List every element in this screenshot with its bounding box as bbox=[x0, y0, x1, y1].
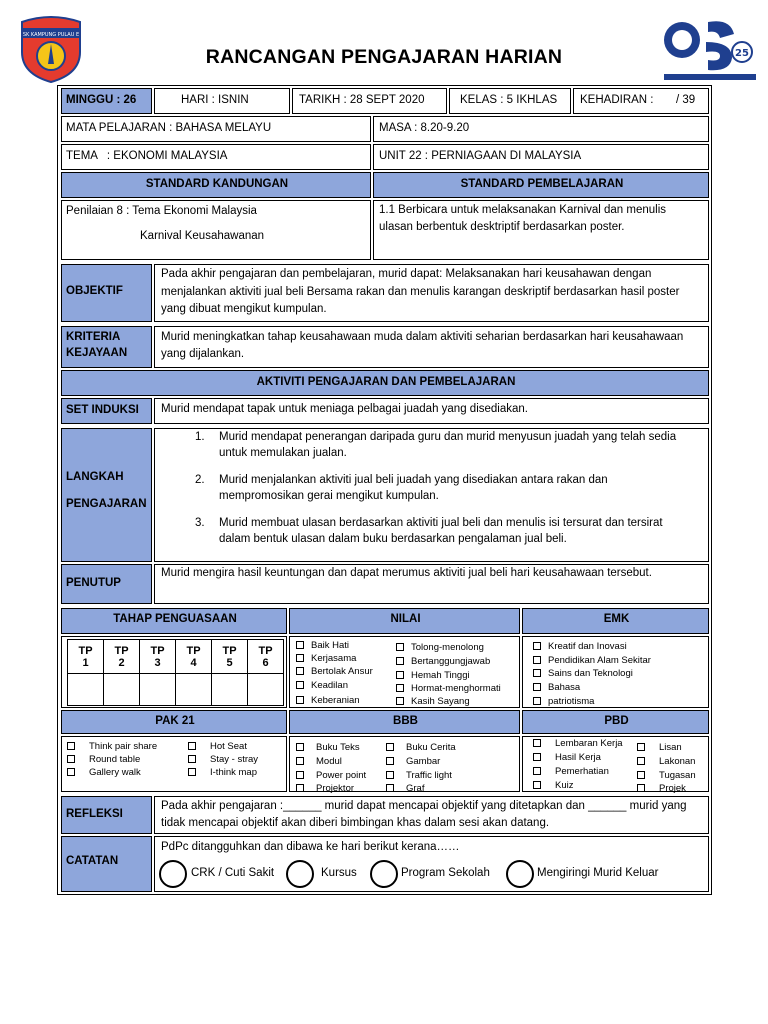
bbb-option[interactable]: Buku Cerita bbox=[386, 742, 456, 753]
nilai-option[interactable]: Baik Hati bbox=[296, 640, 349, 651]
checkbox-icon[interactable] bbox=[386, 784, 394, 792]
standard-pembelajaran-content bbox=[373, 200, 709, 260]
nilai-header-label: NILAI bbox=[390, 613, 421, 625]
standard-pembelajaran-label: STANDARD PEMBELAJARAN bbox=[460, 178, 624, 190]
pak21-option[interactable]: Hot Seat bbox=[188, 741, 247, 752]
checkbox-icon[interactable] bbox=[67, 755, 75, 763]
tp-mark-cell[interactable] bbox=[248, 674, 284, 706]
catatan-option-label: Program Sekolah bbox=[401, 867, 490, 879]
catatan-label-cell bbox=[61, 836, 152, 892]
checkbox-icon[interactable] bbox=[296, 771, 304, 779]
mata-pelajaran-cell bbox=[61, 116, 371, 142]
checkbox-icon[interactable] bbox=[533, 781, 541, 789]
checkbox-icon[interactable] bbox=[67, 742, 75, 750]
checkbox-icon[interactable] bbox=[296, 654, 304, 662]
objektif-label-cell bbox=[61, 264, 152, 322]
standard-pembelajaran-header bbox=[373, 172, 709, 198]
refleksi-text: Pada akhir pengajaran :______ murid dapat mencapai objektif yang ditetapkan dan ______ murid yang tidak mencapai objektif akan diberi bimbingan khas dalam sesi akan datang. bbox=[161, 800, 687, 829]
pbd-option[interactable]: Lembaran Kerja bbox=[533, 738, 623, 749]
kriteria-label-line1: KRITERIA bbox=[66, 331, 121, 343]
catatan-option-radio[interactable] bbox=[159, 860, 187, 888]
tp-cell: TP 3 bbox=[140, 640, 176, 674]
checkbox-icon[interactable] bbox=[296, 641, 304, 649]
nilai-option[interactable]: Kasih Sayang bbox=[396, 696, 470, 707]
pak21-option[interactable]: Round table bbox=[67, 754, 140, 765]
langkah-step: 1. Murid mendapat penerangan daripada guru dan murid menyusun juadah yang telah sedia untuk memulakan jualan. bbox=[195, 431, 677, 459]
checkbox-icon[interactable] bbox=[188, 755, 196, 763]
checkbox-icon[interactable] bbox=[396, 697, 404, 705]
tp-cell: TP 1 bbox=[68, 640, 104, 674]
objektif-label: OBJEKTIF bbox=[66, 285, 123, 297]
checkbox-icon[interactable] bbox=[637, 784, 645, 792]
langkah-steps-list bbox=[195, 429, 695, 558]
minggu-text: MINGGU : 26 bbox=[66, 94, 137, 106]
pak21-option[interactable]: I-think map bbox=[188, 767, 257, 778]
emk-content bbox=[522, 636, 709, 708]
masa-text: MASA : 8.20-9.20 bbox=[379, 122, 470, 134]
pbd-option[interactable]: Kuiz bbox=[533, 780, 573, 791]
checkbox-icon[interactable] bbox=[296, 757, 304, 765]
emk-option[interactable]: Pendidikan Alam Sekitar bbox=[533, 655, 651, 666]
pbd-option[interactable]: Hasil Kerja bbox=[533, 752, 601, 763]
catatan-content bbox=[154, 836, 709, 892]
bbb-content bbox=[289, 736, 520, 792]
refleksi-label: REFLEKSI bbox=[66, 808, 123, 820]
minggu-cell bbox=[61, 88, 152, 114]
checkbox-icon[interactable] bbox=[533, 739, 541, 747]
kriteria-text: Murid meningkatkan tahap keusahawaan muda dalam aktiviti seharian berdasarkan hari keusahawaan yang dijalankan. bbox=[161, 331, 684, 360]
refleksi-content bbox=[154, 796, 709, 834]
unit-cell bbox=[373, 144, 709, 170]
nilai-option[interactable]: Keberanian bbox=[296, 695, 360, 706]
pbd-header bbox=[522, 710, 709, 734]
catatan-option-radio[interactable] bbox=[506, 860, 534, 888]
tp-mark-cell[interactable] bbox=[140, 674, 176, 706]
checkbox-icon[interactable] bbox=[386, 743, 394, 751]
tp-mark-cell[interactable] bbox=[212, 674, 248, 706]
bbb-option[interactable]: Buku Teks bbox=[296, 742, 360, 753]
nilai-option[interactable]: Kerjasama bbox=[296, 653, 356, 664]
set-induksi-label-cell bbox=[61, 398, 152, 424]
bbb-option[interactable]: Graf bbox=[386, 783, 424, 794]
nilai-option[interactable]: Bertolak Ansur bbox=[296, 666, 373, 677]
standard-kandungan-header bbox=[61, 172, 371, 198]
refleksi-label-cell bbox=[61, 796, 152, 834]
tahap-content bbox=[61, 636, 287, 708]
checkbox-icon[interactable] bbox=[637, 771, 645, 779]
tp-mark-cell[interactable] bbox=[104, 674, 140, 706]
svg-text:SK KAMPUNG PULAU E: SK KAMPUNG PULAU E bbox=[22, 32, 80, 38]
pak21-content bbox=[61, 736, 287, 792]
checkbox-icon[interactable] bbox=[533, 767, 541, 775]
penutup-label: PENUTUP bbox=[66, 577, 121, 589]
pembelajaran-text: 1.1 Berbicara untuk melaksanakan Karnival dan menulis ulasan berbentuk desktriptif berdasarkan poster. bbox=[379, 204, 667, 233]
langkah-label-cell bbox=[61, 428, 152, 562]
tp-cell: TP 4 bbox=[176, 640, 212, 674]
bbb-option[interactable]: Traffic light bbox=[386, 770, 452, 781]
checkbox-icon[interactable] bbox=[386, 771, 394, 779]
checkbox-icon[interactable] bbox=[296, 743, 304, 751]
checkbox-icon[interactable] bbox=[533, 683, 541, 691]
standard-kandungan-content bbox=[61, 200, 371, 260]
emk-option[interactable]: Sains dan Teknologi bbox=[533, 668, 633, 679]
tahap-header-label: TAHAP PENGUASAAN bbox=[113, 613, 237, 625]
checkbox-icon[interactable] bbox=[396, 684, 404, 692]
langkah-step: 3. Murid membuat ulasan berdasarkan aktiviti jual beli dan menulis isi tersurat dan tersirat dalam bentuk ulasan dalam buku berdasarkan pengalaman jual beli. bbox=[195, 517, 663, 545]
pbd-option[interactable]: Tugasan bbox=[637, 770, 696, 781]
tp-mark-cell[interactable] bbox=[176, 674, 212, 706]
checkbox-icon[interactable] bbox=[533, 697, 541, 705]
checkbox-icon[interactable] bbox=[67, 768, 75, 776]
checkbox-icon[interactable] bbox=[396, 671, 404, 679]
checkbox-icon[interactable] bbox=[396, 643, 404, 651]
pbd-content bbox=[522, 736, 709, 792]
kehadiran-cell bbox=[573, 88, 709, 114]
catatan-option-label: Kursus bbox=[321, 867, 357, 879]
nilai-option[interactable]: Bertanggungjawab bbox=[396, 656, 490, 667]
tarikh-text: TARIKH : 28 SEPT 2020 bbox=[299, 94, 425, 106]
bbb-option[interactable]: Gambar bbox=[386, 756, 440, 767]
pak21-header bbox=[61, 710, 287, 734]
emk-option[interactable]: Kreatif dan Inovasi bbox=[533, 641, 627, 652]
bbb-header bbox=[289, 710, 520, 734]
langkah-content bbox=[154, 428, 709, 562]
set-induksi-label: SET INDUKSI bbox=[66, 404, 139, 416]
checkbox-icon[interactable] bbox=[188, 742, 196, 750]
kandungan-line2: Karnival Keusahawanan bbox=[140, 230, 265, 242]
unit-text: UNIT 22 : PERNIAGAAN DI MALAYSIA bbox=[379, 150, 582, 162]
page-title: RANCANGAN PENGAJARAN HARIAN bbox=[205, 46, 563, 68]
langkah-step: 2. Murid menjalankan aktiviti jual beli juadah yang disediakan antara rakan dan mempromosikan gerai mengikut kumpulan. bbox=[195, 474, 608, 502]
penutup-label-cell bbox=[61, 564, 152, 604]
tema-cell bbox=[61, 144, 371, 170]
catatan-option-label: CRK / Cuti Sakit bbox=[191, 867, 275, 879]
aktiviti-header bbox=[61, 370, 709, 396]
checkbox-icon[interactable] bbox=[637, 757, 645, 765]
catatan-option-radio[interactable] bbox=[286, 860, 314, 888]
langkah-label-line2: PENGAJARAN bbox=[66, 498, 147, 510]
pbd-option[interactable]: Projek bbox=[637, 783, 686, 794]
nilai-header bbox=[289, 608, 520, 634]
emk-option[interactable]: Bahasa bbox=[533, 682, 580, 693]
tp-cell: TP 6 bbox=[248, 640, 284, 674]
standard-kandungan-label: STANDARD KANDUNGAN bbox=[145, 178, 289, 190]
emk-option[interactable]: patriotisma bbox=[533, 696, 594, 707]
catatan-text: PdPc ditangguhkan dan dibawa ke hari berikut kerana…… bbox=[161, 841, 460, 853]
kandungan-line1: Penilaian 8 : Tema Ekonomi Malaysia bbox=[66, 205, 257, 217]
nilai-content bbox=[289, 636, 520, 708]
tarikh-cell bbox=[292, 88, 447, 114]
checkbox-icon[interactable] bbox=[637, 743, 645, 751]
pak21-header-label: PAK 21 bbox=[155, 715, 195, 727]
pbd-option[interactable]: Lisan bbox=[637, 742, 682, 753]
checkbox-icon[interactable] bbox=[296, 681, 304, 689]
catatan-label: CATATAN bbox=[66, 855, 119, 867]
set-induksi-text: Murid mendapat tapak untuk meniaga pelbagai juadah yang disediakan. bbox=[161, 403, 528, 415]
tp-mark-cell[interactable] bbox=[68, 674, 104, 706]
masa-cell bbox=[373, 116, 709, 142]
objektif-text: Pada akhir pengajaran dan pembelajaran, murid dapat: Melaksanakan hari keusahawan dengan menjalankan aktiviti jual beli Bersama rakan dan menulis karangan deskriptif berdasarkan hasil poster yang dibuat mengikut kumpulan. bbox=[161, 268, 680, 315]
checkbox-icon[interactable] bbox=[296, 667, 304, 675]
tema-text: TEMA : EKONOMI MALAYSIA bbox=[66, 150, 228, 162]
set-induksi-content bbox=[154, 398, 709, 424]
bbb-header-label: BBB bbox=[393, 715, 418, 727]
nilai-option[interactable]: Hormat-menghormati bbox=[396, 683, 501, 694]
kehadiran-text: KEHADIRAN : bbox=[580, 94, 654, 106]
nilai-option[interactable]: Tolong-menolong bbox=[396, 642, 484, 653]
nilai-option[interactable]: Keadilan bbox=[296, 680, 348, 691]
svg-text:25: 25 bbox=[735, 48, 749, 59]
pbd-option[interactable]: Pemerhatian bbox=[533, 766, 609, 777]
checkbox-icon[interactable] bbox=[296, 696, 304, 704]
kriteria-label-line2: KEJAYAAN bbox=[66, 347, 128, 359]
tp-cell: TP 2 bbox=[104, 640, 140, 674]
tp-table bbox=[67, 639, 284, 706]
aktiviti-header-label: AKTIVITI PENGAJARAN DAN PEMBELAJARAN bbox=[256, 376, 516, 388]
mata-pelajaran-text: MATA PELAJARAN : BAHASA MELAYU bbox=[66, 122, 272, 134]
checkbox-icon[interactable] bbox=[188, 768, 196, 776]
catatan-option-label: Mengiringi Murid Keluar bbox=[537, 867, 659, 879]
pbd-header-label: PBD bbox=[604, 715, 629, 727]
pak21-option[interactable]: Think pair share bbox=[67, 741, 157, 752]
langkah-label-line1: LANGKAH bbox=[66, 471, 124, 483]
pak21-option[interactable]: Stay - stray bbox=[188, 754, 258, 765]
emk-header bbox=[522, 608, 709, 634]
checkbox-icon[interactable] bbox=[396, 657, 404, 665]
checkbox-icon[interactable] bbox=[386, 757, 394, 765]
penutup-content bbox=[154, 564, 709, 604]
catatan-option-radio[interactable] bbox=[370, 860, 398, 888]
pak21-option[interactable]: Gallery walk bbox=[67, 767, 141, 778]
kriteria-content bbox=[154, 326, 709, 368]
bbb-option[interactable]: Power point bbox=[296, 770, 366, 781]
kehadiran-value: / 39 bbox=[676, 94, 696, 106]
hari-text: HARI : ISNIN bbox=[181, 94, 249, 106]
checkbox-icon[interactable] bbox=[296, 784, 304, 792]
hari-cell bbox=[154, 88, 290, 114]
objektif-content bbox=[154, 264, 709, 322]
checkbox-icon[interactable] bbox=[533, 669, 541, 677]
checkbox-icon[interactable] bbox=[533, 753, 541, 761]
kelas-cell bbox=[449, 88, 571, 114]
emk-header-label: EMK bbox=[603, 613, 630, 625]
checkbox-icon[interactable] bbox=[533, 642, 541, 650]
kriteria-label-cell bbox=[61, 326, 152, 368]
kelas-text: KELAS : 5 IKHLAS bbox=[460, 94, 558, 106]
tp-cell: TP 5 bbox=[212, 640, 248, 674]
penutup-text: Murid mengira hasil keuntungan dan dapat merumus aktiviti jual beli hari keusahawaan tersebut. bbox=[161, 567, 652, 579]
pbd-option[interactable]: Lakonan bbox=[637, 756, 695, 767]
bbb-option[interactable]: Modul bbox=[296, 756, 342, 767]
checkbox-icon[interactable] bbox=[533, 656, 541, 664]
nilai-option[interactable]: Hemah Tinggi bbox=[396, 670, 470, 681]
bbb-option[interactable]: Projektor bbox=[296, 783, 354, 794]
tahap-header bbox=[61, 608, 287, 634]
